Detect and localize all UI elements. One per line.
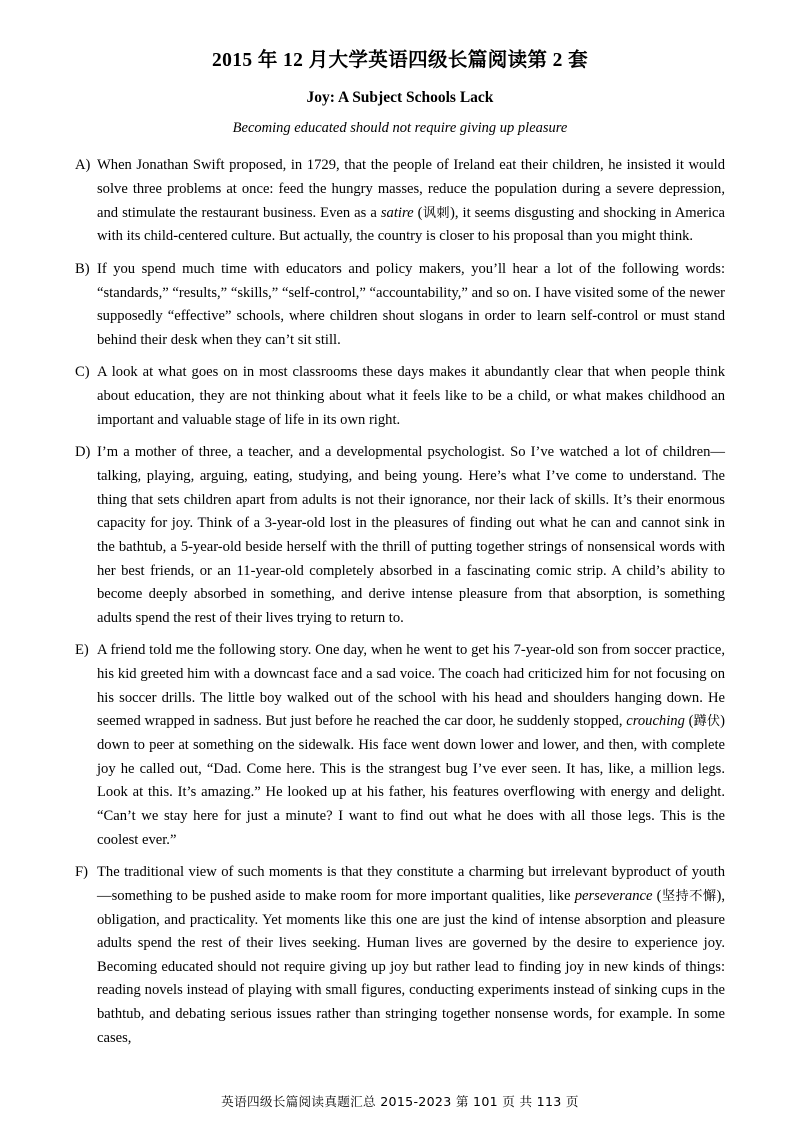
page-footer: 英语四级长篇阅读真题汇总 2015-2023 第 101 页 共 113 页 [221,1094,579,1109]
article-body [0,138,800,1050]
paragraph-label: D) [75,444,91,461]
paragraph-label: B) [75,260,90,277]
paragraph-text: I’m a mother of three, a teacher, and a developmental psychologist. So I’ve watched a lot of children—talking, playing, arguing, eating, studying, and being young. Here’s what I’ve come to understand. The thing that sets children apart from adults is not their ignorance, nor their lack of skills. It’s their enormous capacity for joy. Think of a 3-year-old lost in the pleasures of finding out what he can and cannot sink in the bathtub, a 5-year-old beside herself with the thrill of putting together strings of nonsensical words with her best friends, or an 11-year-old completely absorbed in a fascinating comic strip. A child’s ability to become deeply absorbed in something, and derive intense pleasure from that absorption, is something adults spend the rest of their lives trying to return to. [97,444,725,626]
paragraph-text: A look at what goes on in most classrooms these days makes it abundantly clear that when people think about education, they are not thinking about what it feels like to be a child, or what makes childhood an important and valuable stage of life in its own right. [97,364,725,428]
paragraph-text: A friend told me the following story. One day, when he went to get his 7-year-old son from soccer practice, his kid greeted him with a downcast face and a sad voice. The coach had criticized him for not focusing on his soccer drills. The little boy walked out of the school with his head and shoulders hanging down. He seemed wrapped in sadness. But just before he reached the car door, he suddenly stopped, crouching (蹲伏) down to peer at something on the sidewalk. His face went down lower and lower, and then, with complete joy he called out, “Dad. Come here. This is the strangest bug I’ve ever seen. It has, like, a million legs. Look at this. It’s amazing.” He looked up at his father, his features overflowing with energy and delight. “Can’t we stay here for just a minute? I want to find out what he does with all those legs. This is the coolest ever.” [97,642,726,848]
paragraph-label: A) [75,157,91,174]
paragraph-text: When Jonathan Swift proposed, in 1729, that the people of Ireland eat their children, he insisted it would solve three problems at once: feed the hungry masses, reduce the population during a severe depression, and stimulate the restaurant business. Even as a satire (讽刺), it seems disgusting and shocking in America with its child-centered culture. But actually, the country is closer to his proposal than you might think. [97,157,725,245]
paragraph-c [75,361,725,432]
article-subtitle: Becoming educated should not require giving up pleasure [232,120,568,137]
paragraph-f [75,861,725,1050]
paragraph-e [75,639,725,852]
page-title: 2015 年 12 月大学英语四级长篇阅读第 2 套 [211,50,589,71]
paragraph-label: F) [75,864,88,881]
paragraph-b [75,258,725,353]
paragraph-d [75,441,725,630]
paragraph-label: E) [75,642,89,659]
article-title: Joy: A Subject Schools Lack [306,89,494,107]
paragraph-a [75,154,725,249]
paragraph-text: If you spend much time with educators and policy makers, you’ll hear a lot of the following words: “standards,” “results,” “skills,” “self-control,” “accountability,” and so on. I have visited some of the newer supposedly “effective” schools, where children shout slogans in order to learn self-control or must stand behind their desk when they can’t sit still. [97,260,725,348]
paragraph-label: C) [75,364,90,381]
paragraph-text: The traditional view of such moments is that they constitute a charming but irrelevant byproduct of youth—something to be pushed aside to make room for more important qualities, like perseverance (坚持不懈), obligation, and practicality. Yet moments like this one are just the kind of intense absorption and pleasure adults spend the rest of their lives seeking. Human lives are governed by the desire to experience joy. Becoming educated should not require giving up joy but rather lead to finding joy in new kinds of things: reading novels instead of playing with small figures, conducting experiments instead of sinking cups in the bathtub, and debating serious issues rather than stringing together nonsense words, for example. In some cases, [97,864,725,1046]
